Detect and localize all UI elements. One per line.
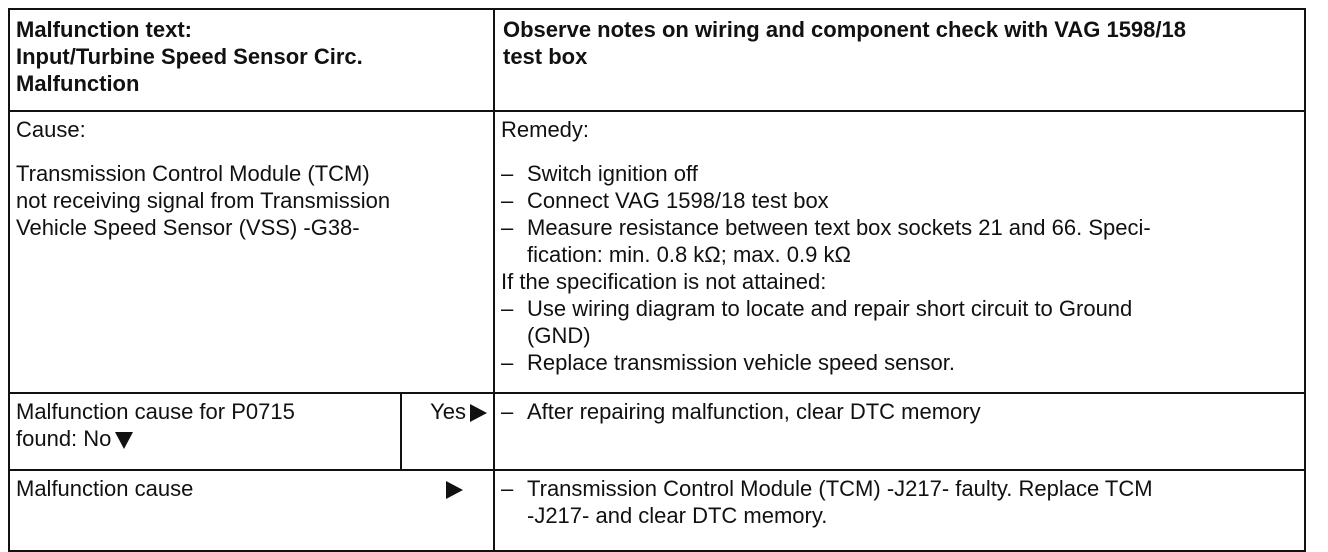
p0715-question (10, 394, 402, 469)
remedy-step-text: Replace transmission vehicle speed sensor. (527, 350, 956, 375)
malfunction-text-line: Malfunction (16, 71, 140, 96)
cause-label: Cause: (16, 117, 86, 142)
p0715-cause-cell (10, 394, 495, 469)
final-action-cell (495, 471, 1304, 550)
remedy-step-text: Switch ignition off (527, 161, 698, 186)
p0715-question-line: Malfunction cause for P0715 (16, 399, 295, 424)
remedy-step-text: Use wiring diagram to locate and repair short circuit to Ground (527, 296, 1133, 321)
remedy-step-text: Measure resistance between text box sockets 21 and 66. Speci- (527, 215, 1151, 240)
remedy-step (501, 349, 1296, 376)
dash-bullet: – (501, 296, 514, 321)
cause-line: Vehicle Speed Sensor (VSS) -G38- (16, 215, 360, 240)
cause-remedy-row (10, 112, 1304, 394)
dash-bullet: – (501, 161, 514, 186)
cause-line: Transmission Control Module (TCM) (16, 161, 370, 186)
cause-line: not receiving signal from Transmission (16, 188, 391, 213)
dash-bullet: – (501, 476, 514, 501)
final-cause-cell (10, 471, 495, 550)
p0715-action-cell (495, 394, 1304, 469)
action-step-text: Transmission Control Module (TCM) -J217- faulty. Replace TCM (527, 476, 1153, 501)
cause-cell (10, 112, 495, 392)
yes-label: Yes (430, 399, 466, 424)
remedy-step-text: fication: min. 0.8 kΩ; max. 0.9 kΩ (527, 242, 851, 267)
malfunction-text-cell (10, 10, 495, 110)
remedy-label: Remedy: (501, 117, 590, 142)
notes-line: test box (503, 44, 588, 69)
dash-bullet: – (501, 188, 514, 213)
remedy-step (501, 160, 1296, 187)
malfunction-text-line: Input/Turbine Speed Sensor Circ. (16, 44, 363, 69)
dash-bullet: – (501, 399, 514, 424)
remedy-step (501, 187, 1296, 214)
notes-line: Observe notes on wiring and component check with VAG 1598/18 (503, 17, 1186, 42)
final-row (10, 471, 1304, 550)
remedy-condition: If the specification is not attained: (501, 269, 827, 294)
action-step-text: -J217- and clear DTC memory. (527, 503, 828, 528)
p0715-question-line: found: No (16, 426, 112, 451)
malfunction-table (8, 8, 1306, 552)
action-step (501, 398, 1296, 425)
remedy-step (501, 214, 1296, 268)
arrow-right-icon (470, 404, 487, 422)
dash-bullet: – (501, 215, 514, 240)
malfunction-text-label: Malfunction text: (16, 17, 192, 42)
remedy-step-text: Connect VAG 1598/18 test box (527, 188, 829, 213)
p0715-row (10, 394, 1304, 471)
action-step (501, 475, 1296, 529)
remedy-step-text: (GND) (527, 323, 591, 348)
remedy-step (501, 295, 1296, 349)
header-row (10, 10, 1304, 112)
arrow-down-icon (115, 432, 133, 449)
arrow-right-icon (446, 481, 463, 499)
yes-branch (402, 394, 493, 469)
dash-bullet: – (501, 350, 514, 375)
remedy-cell (495, 112, 1304, 392)
final-cause-label: Malfunction cause (16, 476, 194, 501)
action-step-text: After repairing malfunction, clear DTC memory (527, 399, 981, 424)
notes-cell (495, 10, 1304, 110)
